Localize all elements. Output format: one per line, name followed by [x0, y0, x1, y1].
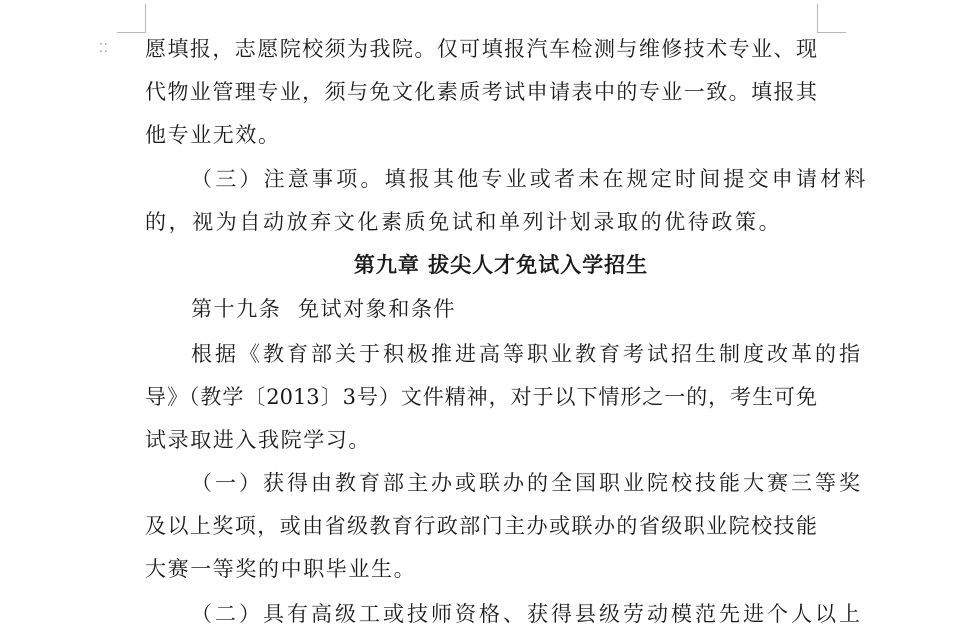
para1-line3: 他专业无效。 [145, 123, 281, 147]
para2-line2: 的，视为自动放弃文化素质免试和单列计划录取的优待政策。 [145, 210, 783, 234]
para4-line2: 及以上奖项，或由省级教育行政部门主办或联办的省级职业院校技能 [145, 514, 817, 538]
para5-line1: （二）具有高级工或技师资格、获得县级劳动模范先进个人以上 [191, 602, 863, 626]
article-title: 第十九条 免试对象和条件 [191, 297, 457, 321]
para1-line2: 代物业管理专业，须与免文化素质考试申请表中的专业一致。填报其 [145, 80, 817, 104]
margin-corner-mark-top-left [117, 4, 146, 33]
para4-line3: 大赛一等奖的中职毕业生。 [145, 557, 417, 581]
chapter-heading: 第九章 拔尖人才免试入学招生 [353, 253, 649, 277]
para2-line1: （三）注意事项。填报其他专业或者未在规定时间提交申请材料 [191, 167, 869, 191]
para1-line1: 愿填报，志愿院校须为我院。仅可填报汽车检测与维修技术专业、现 [145, 37, 817, 61]
paragraph-drag-handle-icon[interactable]: ⁚⁚ [99, 41, 109, 55]
para3-line3: 试录取进入我院学习。 [145, 428, 371, 452]
para3-line2: 导》（教学〔2013〕3号）文件精神，对于以下情形之一的，考生可免 [145, 385, 817, 409]
para4-line1: （一）获得由教育部主办或联办的全国职业院校技能大赛三等奖 [191, 471, 863, 495]
para3-line1: 根据《教育部关于积极推进高等职业教育考试招生制度改革的指 [191, 342, 863, 366]
margin-corner-mark-top-right [817, 4, 846, 33]
